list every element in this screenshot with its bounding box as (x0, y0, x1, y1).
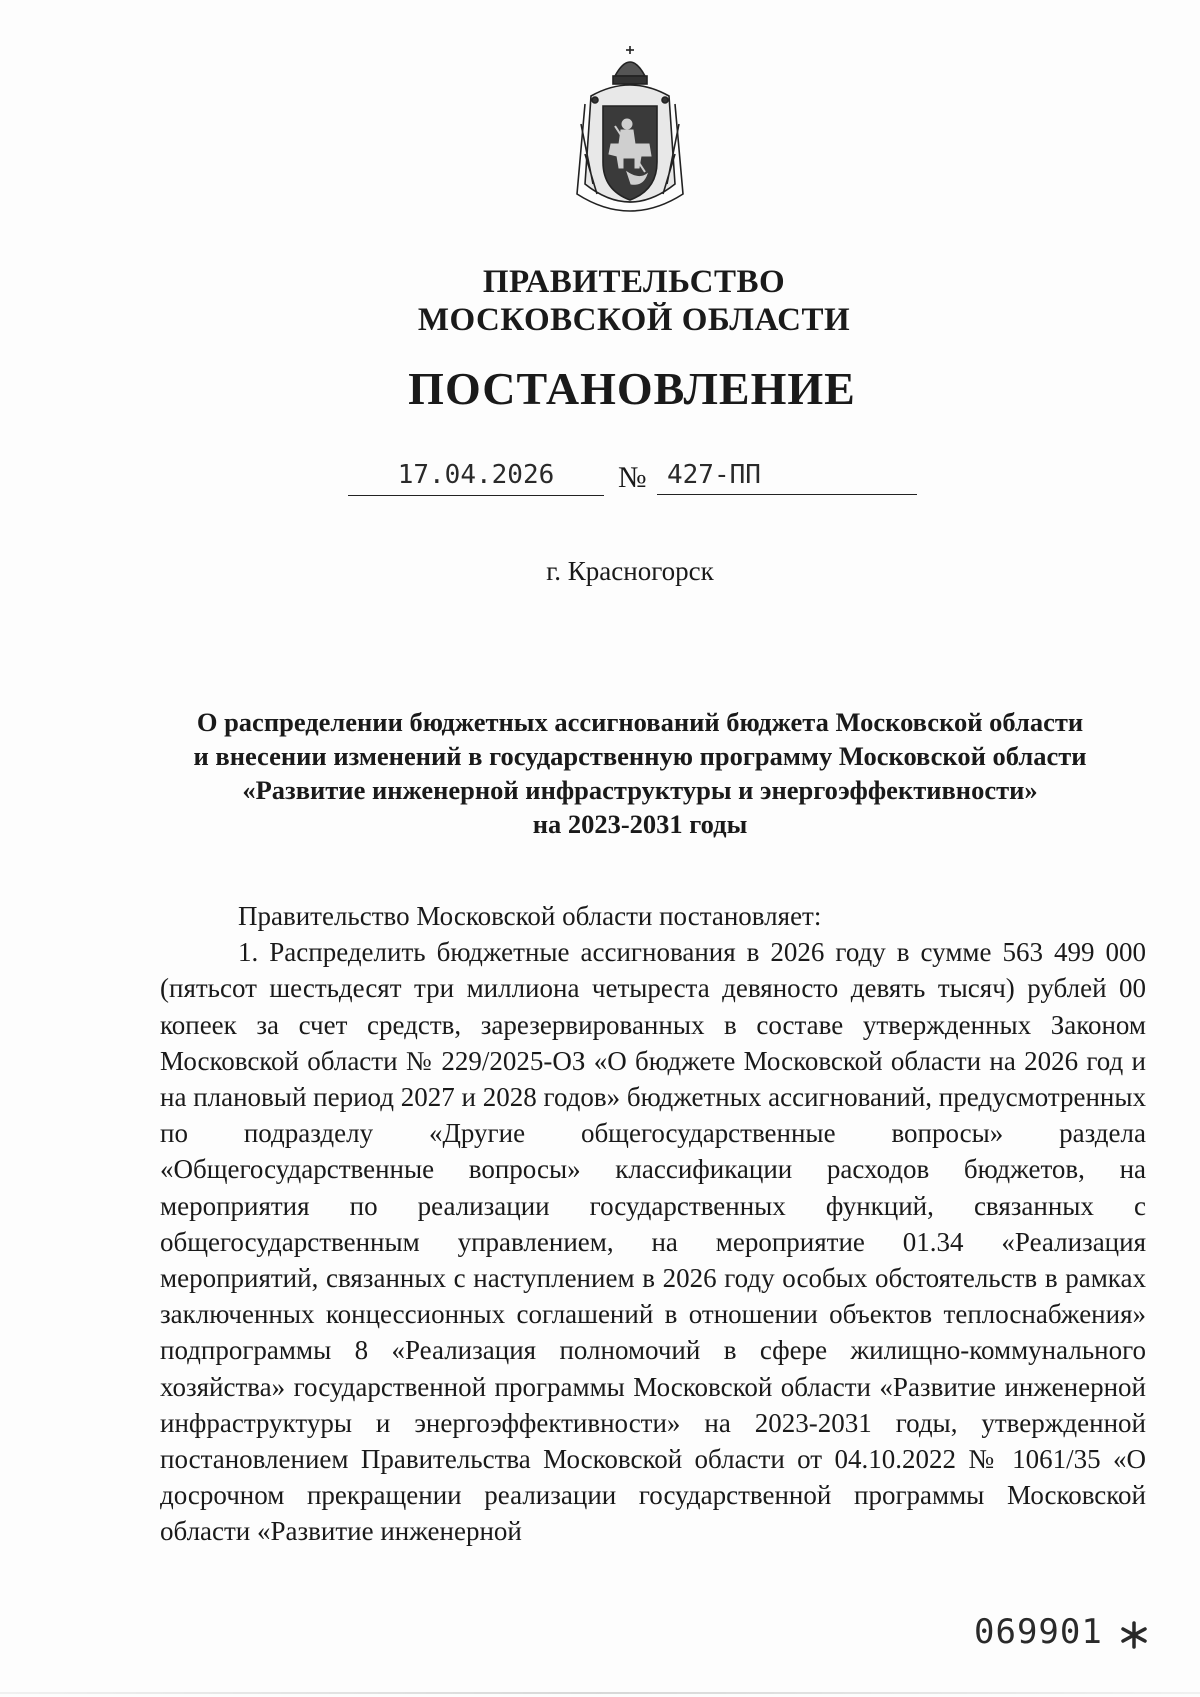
organization-name-line1: ПРАВИТЕЛЬСТВО (482, 264, 786, 300)
document-body (160, 898, 1146, 1550)
document-title-line: О распределении бюджетных ассигнований бюджета Московской области (196, 707, 1084, 737)
document-title-line: «Развитие инженерной инфраструктуры и энергоэффективности» (242, 775, 1038, 805)
form-serial-number: 069901 (974, 1612, 1103, 1652)
issue-city: г. Красногорск (546, 556, 714, 586)
document-title (140, 705, 1140, 841)
document-date-field: 17.04.2026 (348, 455, 604, 496)
document-type-heading: ПОСТАНОВЛЕНИЕ (408, 363, 856, 414)
document-title-line: и внесении изменений в государственную программу Московской области (193, 741, 1087, 771)
coat-of-arms-icon (571, 44, 689, 222)
asterisk-mark-icon (1119, 1620, 1149, 1650)
number-sign: № (618, 461, 647, 494)
page-bottom-edge (0, 1692, 1200, 1694)
item-1-paragraph: 1. Распределить бюджетные ассигнования в 2026 году в сумме 563 499 000 (пятьсот шестьдесят три миллиона четыреста девяносто девять тысяч) рублей 00 копеек за счет средств, зарезервированных в составе утвержденных Законом Московской области № 229/2025-ОЗ «О бюджете Московской области на 2026 год и на плановый период 2027 и 2028 годов» бюджетных ассигнований, предусмотренных по подразделу «Другие общегосударственные вопросы» раздела «Общегосударственные вопросы» классификации расходов бюджетов, на мероприятия по реализации государственных функций, связанных с общегосударственным управлением, на мероприятие 01.34 «Реализация мероприятий, связанных с наступлением в 2026 году особых обстоятельств в рамках заключенных концессионных соглашений в отношении объектов теплоснабжения» подпрограммы 8 «Реализация полномочий в сфере жилищно-коммунального хозяйства» государственной программы Московской области «Развитие инженерной инфраструктуры и энергоэффективности» на 2023-2031 годы, утвержденной постановлением Правительства Московской области от 04.10.2022 № 1061/35 «О досрочном прекращении реализации государственной программы Московской области «Развитие инженерной (160, 937, 1146, 1547)
preamble-paragraph: Правительство Московской области постановляет: (238, 901, 822, 931)
document-number-field: 427-ПП (657, 455, 917, 495)
document-title-line: на 2023-2031 годы (532, 809, 748, 839)
organization-name-line2: МОСКОВСКОЙ ОБЛАСТИ (417, 302, 851, 338)
